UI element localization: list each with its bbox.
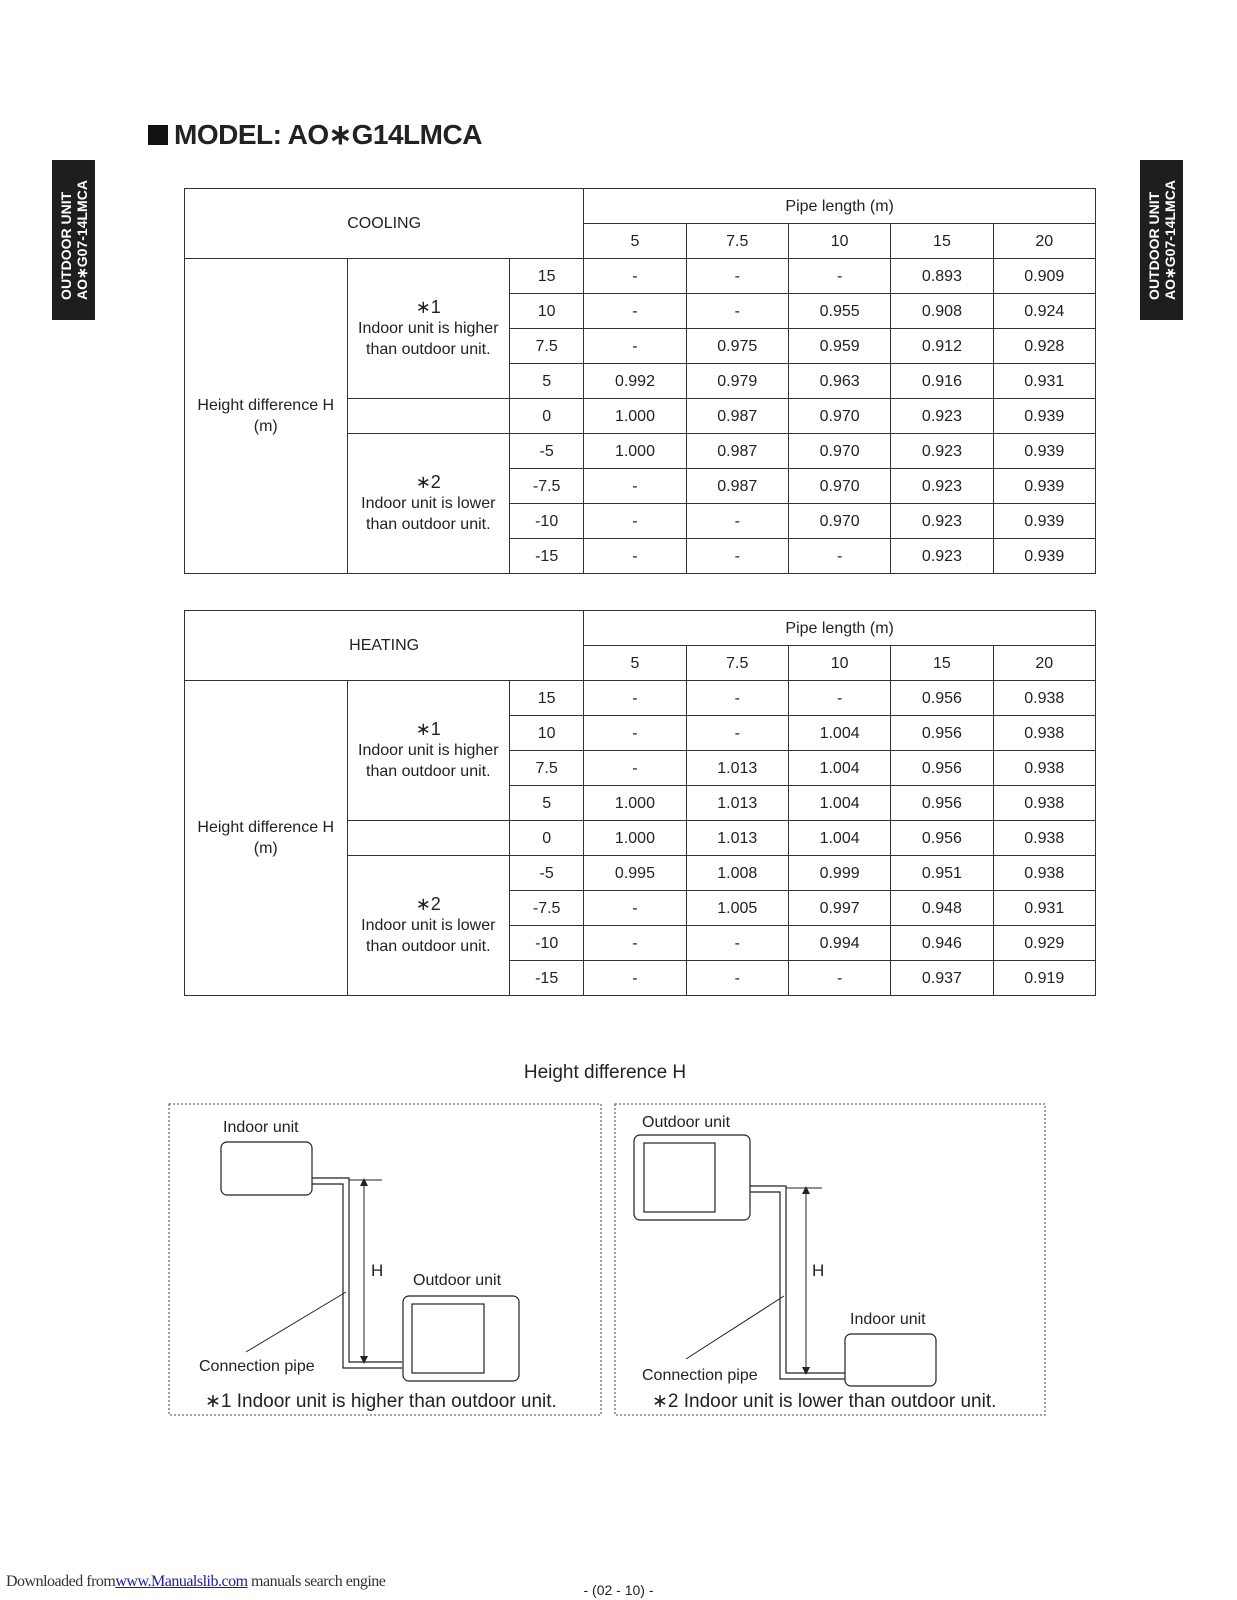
pipe-leader-line — [686, 1296, 784, 1359]
indoor-unit-label: Indoor unit — [223, 1119, 299, 1136]
group-mark: ∗2 — [415, 472, 441, 492]
height-difference-label: Height difference H (m) — [185, 259, 348, 574]
factor-cell: - — [686, 716, 788, 751]
factor-cell: 0.938 — [993, 786, 1095, 821]
pipe-length-col: 10 — [788, 224, 890, 259]
factor-cell: 1.004 — [788, 786, 890, 821]
heating-table — [184, 610, 1096, 996]
factor-cell: 0.999 — [788, 856, 890, 891]
manualslib-link[interactable]: www.Manualslib.com — [115, 1573, 248, 1590]
height-difference-diagram — [0, 1090, 1237, 1420]
group-lower — [347, 856, 510, 996]
factor-cell: - — [584, 469, 686, 504]
connection-pipe — [750, 1186, 845, 1373]
factor-cell: - — [584, 294, 686, 329]
factor-cell: - — [584, 329, 686, 364]
factor-cell: 0.997 — [788, 891, 890, 926]
connection-pipe-label: Connection pipe — [199, 1358, 315, 1375]
factor-cell: 1.004 — [788, 716, 890, 751]
factor-cell: 1.005 — [686, 891, 788, 926]
factor-cell: 0.995 — [584, 856, 686, 891]
height-value: -15 — [510, 961, 584, 996]
factor-cell: 0.908 — [891, 294, 993, 329]
factor-cell: 1.004 — [788, 821, 890, 856]
factor-cell: 0.959 — [788, 329, 890, 364]
factor-cell: - — [788, 681, 890, 716]
factor-cell: 0.912 — [891, 329, 993, 364]
height-difference-label: Height difference H (m) — [185, 681, 348, 996]
diagram-caption-lower: ∗2 Indoor unit is lower than outdoor unit. — [652, 1391, 997, 1412]
factor-cell: 0.923 — [891, 434, 993, 469]
table-row — [185, 259, 1096, 294]
factor-cell: 1.013 — [686, 751, 788, 786]
mode-label: HEATING — [185, 611, 584, 681]
factor-cell: - — [584, 716, 686, 751]
group-mark: ∗1 — [415, 297, 441, 317]
factor-cell: 0.916 — [891, 364, 993, 399]
factor-cell: 0.979 — [686, 364, 788, 399]
pipe-length-header: Pipe length (m) — [584, 611, 1096, 646]
factor-cell: 1.013 — [686, 821, 788, 856]
factor-cell: - — [584, 504, 686, 539]
factor-cell: 0.956 — [891, 786, 993, 821]
footer-prefix: Downloaded from — [6, 1573, 116, 1590]
factor-cell: - — [686, 926, 788, 961]
factor-cell: 1.004 — [788, 751, 890, 786]
group-lower — [347, 434, 510, 574]
factor-cell: 0.956 — [891, 751, 993, 786]
group-text: Indoor unit is higher than outdoor unit. — [358, 320, 499, 358]
factor-cell: 0.928 — [993, 329, 1095, 364]
group-blank — [347, 821, 510, 856]
factor-cell: 0.956 — [891, 716, 993, 751]
factor-cell: 0.975 — [686, 329, 788, 364]
indoor-unit-box — [221, 1142, 312, 1195]
factor-cell: 0.929 — [993, 926, 1095, 961]
factor-cell: 0.939 — [993, 434, 1095, 469]
group-mark: ∗1 — [415, 719, 441, 739]
group-text: Indoor unit is lower than outdoor unit. — [361, 917, 496, 955]
factor-cell: 0.992 — [584, 364, 686, 399]
factor-cell: - — [788, 259, 890, 294]
factor-cell: - — [686, 259, 788, 294]
square-bullet-icon — [148, 125, 168, 145]
height-value: 10 — [510, 716, 584, 751]
factor-cell: 0.924 — [993, 294, 1095, 329]
factor-cell: - — [686, 961, 788, 996]
height-value: 5 — [510, 786, 584, 821]
cooling-table — [184, 188, 1096, 574]
page-title-text: MODEL: AO∗G14LMCA — [174, 119, 482, 150]
height-value: -15 — [510, 539, 584, 574]
height-value: 7.5 — [510, 751, 584, 786]
factor-cell: - — [686, 681, 788, 716]
factor-cell: 0.909 — [993, 259, 1095, 294]
factor-cell: 0.939 — [993, 469, 1095, 504]
factor-cell: 0.963 — [788, 364, 890, 399]
factor-cell: 0.938 — [993, 681, 1095, 716]
page-number: - (02 - 10) - — [583, 1582, 654, 1598]
factor-cell: - — [584, 539, 686, 574]
factor-cell: 0.970 — [788, 469, 890, 504]
factor-cell: 1.000 — [584, 399, 686, 434]
outdoor-unit-box — [634, 1135, 750, 1220]
group-blank — [347, 399, 510, 434]
pipe-length-col: 5 — [584, 224, 686, 259]
height-value: -5 — [510, 856, 584, 891]
connection-pipe — [312, 1178, 402, 1362]
factor-cell: - — [584, 926, 686, 961]
factor-cell: 1.000 — [584, 821, 686, 856]
pipe-length-header: Pipe length (m) — [584, 189, 1096, 224]
height-value: 15 — [510, 259, 584, 294]
factor-cell: 0.946 — [891, 926, 993, 961]
factor-cell: 0.931 — [993, 364, 1095, 399]
factor-cell: - — [686, 294, 788, 329]
height-value: -10 — [510, 926, 584, 961]
factor-cell: - — [584, 259, 686, 294]
factor-cell: 0.938 — [993, 856, 1095, 891]
page-title — [148, 118, 482, 151]
factor-cell: 0.970 — [788, 504, 890, 539]
factor-cell: 0.956 — [891, 821, 993, 856]
outdoor-unit-label: Outdoor unit — [642, 1114, 731, 1131]
factor-cell: 0.994 — [788, 926, 890, 961]
factor-cell: 0.923 — [891, 469, 993, 504]
factor-cell: - — [584, 891, 686, 926]
side-tab-line1: OUTDOOR UNIT — [1145, 191, 1162, 300]
height-value: 15 — [510, 681, 584, 716]
factor-cell: 0.970 — [788, 434, 890, 469]
factor-cell: 0.987 — [686, 399, 788, 434]
side-tab-line2: AO∗G07-14LMCA — [1161, 180, 1178, 300]
height-value: 0 — [510, 399, 584, 434]
pipe-length-col: 20 — [993, 224, 1095, 259]
height-value: 7.5 — [510, 329, 584, 364]
outdoor-unit-fan — [412, 1304, 484, 1373]
factor-cell: 0.939 — [993, 399, 1095, 434]
factor-cell: 0.923 — [891, 539, 993, 574]
outdoor-unit-fan — [644, 1143, 715, 1212]
factor-cell: 0.938 — [993, 751, 1095, 786]
height-value: -5 — [510, 434, 584, 469]
group-higher — [347, 259, 510, 399]
factor-cell: - — [788, 961, 890, 996]
pipe-length-col: 7.5 — [686, 224, 788, 259]
factor-cell: 0.938 — [993, 821, 1095, 856]
factor-cell: 0.919 — [993, 961, 1095, 996]
factor-cell: 0.948 — [891, 891, 993, 926]
diagram-title: Height difference H — [523, 1062, 687, 1083]
diagram-caption-higher: ∗1 Indoor unit is higher than outdoor unit. — [205, 1391, 557, 1412]
diagram-panel-lower — [615, 1104, 1045, 1415]
factor-cell: 0.987 — [686, 434, 788, 469]
factor-cell: 0.970 — [788, 399, 890, 434]
group-mark: ∗2 — [415, 894, 441, 914]
factor-cell: - — [686, 504, 788, 539]
factor-cell: - — [584, 961, 686, 996]
pipe-length-col: 7.5 — [686, 646, 788, 681]
height-value: 10 — [510, 294, 584, 329]
factor-cell: 0.937 — [891, 961, 993, 996]
height-value: -7.5 — [510, 469, 584, 504]
factor-cell: 1.000 — [584, 434, 686, 469]
factor-cell: - — [584, 751, 686, 786]
height-value: 0 — [510, 821, 584, 856]
diagram-panel-higher — [169, 1104, 601, 1415]
table-row — [185, 681, 1096, 716]
pipe-length-col: 15 — [891, 224, 993, 259]
factor-cell: 0.931 — [993, 891, 1095, 926]
connection-pipe-inner — [312, 1184, 402, 1368]
factor-cell: 0.923 — [891, 399, 993, 434]
indoor-unit-box — [845, 1334, 936, 1386]
factor-cell: 1.000 — [584, 786, 686, 821]
pipe-length-col: 5 — [584, 646, 686, 681]
group-text: Indoor unit is lower than outdoor unit. — [361, 495, 496, 533]
factor-cell: - — [788, 539, 890, 574]
pipe-length-col: 10 — [788, 646, 890, 681]
factor-cell: 0.987 — [686, 469, 788, 504]
height-value: -7.5 — [510, 891, 584, 926]
footer-suffix: manuals search engine — [247, 1573, 386, 1590]
mode-label: COOLING — [185, 189, 584, 259]
factor-cell: 0.951 — [891, 856, 993, 891]
connection-pipe-label: Connection pipe — [642, 1367, 758, 1384]
side-tab-line2: AO∗G07-14LMCA — [73, 180, 90, 300]
factor-cell: - — [584, 681, 686, 716]
factor-cell: 0.939 — [993, 504, 1095, 539]
factor-cell: - — [686, 539, 788, 574]
factor-cell: 1.008 — [686, 856, 788, 891]
pipe-length-col: 20 — [993, 646, 1095, 681]
pipe-length-col: 15 — [891, 646, 993, 681]
outdoor-unit-box — [403, 1296, 519, 1381]
factor-cell: 0.893 — [891, 259, 993, 294]
side-tab-right — [1140, 160, 1183, 320]
height-value: 5 — [510, 364, 584, 399]
factor-cell: 1.013 — [686, 786, 788, 821]
group-higher — [347, 681, 510, 821]
height-value: -10 — [510, 504, 584, 539]
pipe-leader-line — [246, 1292, 346, 1352]
indoor-unit-label: Indoor unit — [850, 1311, 926, 1328]
factor-cell: 0.923 — [891, 504, 993, 539]
factor-cell: 0.939 — [993, 539, 1095, 574]
side-tab-left — [52, 160, 95, 320]
h-label: H — [812, 1261, 825, 1280]
connection-pipe-inner — [750, 1192, 845, 1379]
h-label: H — [371, 1261, 384, 1280]
group-text: Indoor unit is higher than outdoor unit. — [358, 742, 499, 780]
factor-cell: 0.955 — [788, 294, 890, 329]
factor-cell: 0.956 — [891, 681, 993, 716]
outdoor-unit-label: Outdoor unit — [413, 1272, 502, 1289]
side-tab-line1: OUTDOOR UNIT — [57, 191, 74, 300]
factor-cell: 0.938 — [993, 716, 1095, 751]
